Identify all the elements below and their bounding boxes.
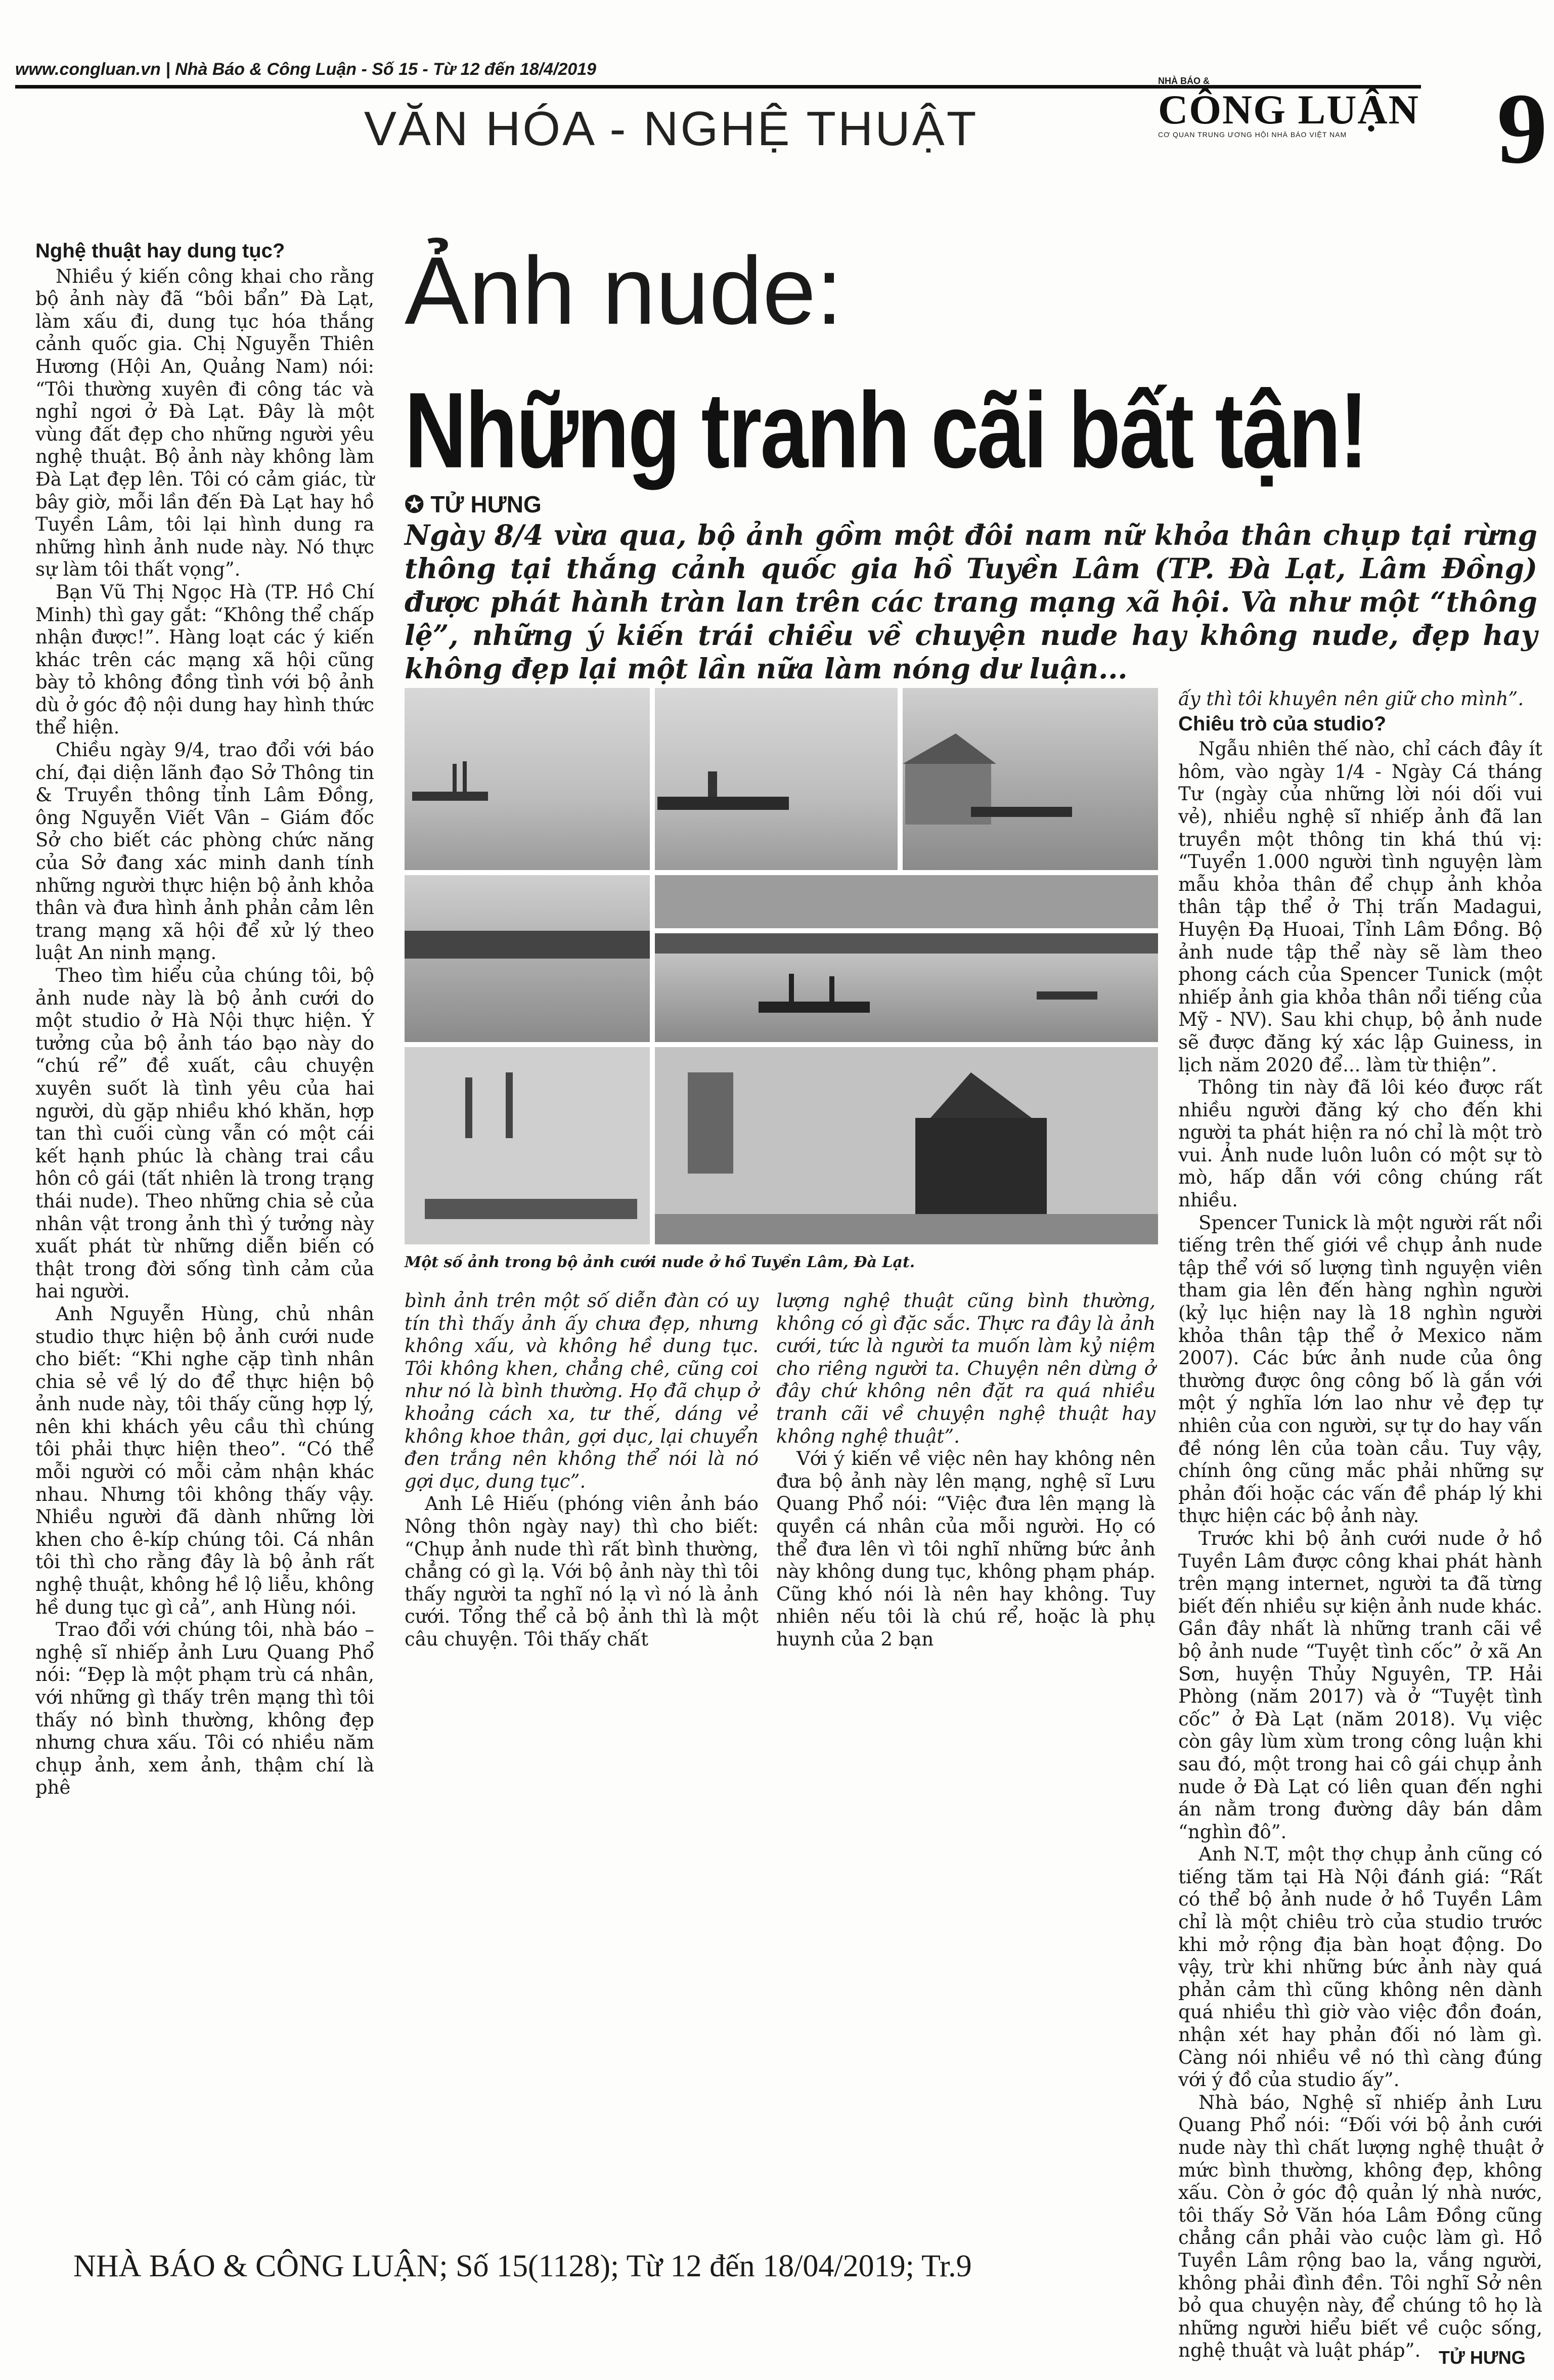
paragraph: Nhiều ý kiến công khai cho rằng bộ ảnh này đã “bôi bẩn” Đà Lạt, làm xấu đi, dung tục hóa thắng cảnh quốc gia. Chị Nguyễn Thiên Hương (Hội An, Quảng Nam) nói: “Tôi thường xuyên đi công tác và nghỉ ngơi ở Đà Lạt. Đây là một vùng đất đẹp cho những người yêu nghệ thuật. Bộ ảnh này không làm Đà Lạt đẹp lên. Tôi có cảm giác, từ bây giờ, mỗi lần đến Đà Lạt hay hồ Tuyền Lâm, tôi lại hình dung ra những hình ảnh nude này. Nó thực sự làm tôi thất vọng”. [35, 265, 374, 581]
paragraph: Nhà báo, Nghệ sĩ nhiếp ảnh Lưu Quang Phổ nói: “Đối với bộ ảnh cưới nude này thì chất lượng nghệ thuật ở mức bình thường, không đẹp, không xấu. Còn ở góc độ quản lý nhà nước, tôi thấy Sở Văn hóa Lâm Đồng cũng chẳng cần phải vào cuộc làm gì. Hồ Tuyền Lâm rộng bao la, vắng người, không phải đình đền. Tôi nghĩ Sở nên bỏ qua chuyện này, để chúng tô họ là những người hiểu biết về cuộc sống, nghệ thuật và luật pháp”. [1178, 2091, 1542, 2362]
paragraph: ấy thì tôi khuyên nên giữ cho mình”. [1178, 688, 1524, 710]
paragraph: bình ảnh trên một số diễn đàn có uy tín thì thấy ảnh ấy chưa đẹp, nhưng không xấu, và không hề dung tục. Tôi không khen, chẳng chê, cũng coi như nó là bình thường. Họ đã chụp ở khoảng cách xa, tư thế, dáng vẻ không khoe thân, gợi dục, lại chuyển đen trắng nên không thể nói là nó gợi dục, dung tục”. [405, 1290, 759, 1492]
article-column-2 [405, 1290, 759, 1651]
page-number: 9 [1497, 73, 1547, 185]
header-meta: www.congluan.vn | Nhà Báo & Công Luận - Số 15 - Từ 12 đến 18/4/2019 [15, 60, 597, 79]
paragraph: Trước khi bộ ảnh cưới nude ở hồ Tuyền Lâm được công khai phát hành trên mạng internet, người ta đã từng biết đến nhiều sự kiện ảnh nude khác. Gần đây nhất là những tranh cãi về bộ ảnh nude “Tuyệt tình cốc” ở xã An Sơn, huyện Thủy Nguyên, TP. Hải Phòng (năm 2017) và ở “Tuyệt tình cốc” ở Đà Lạt (năm 2018). Vụ việc còn gây lùm xùm trong công luận khi sau đó, một trong hai cô gái chụp ảnh nude ở Đà Lạt có liên quan đến nghi án nằm trong đường dây bán dâm “nghìn đô”. [1178, 1527, 1542, 1843]
headline-line1: Ảnh nude: [405, 237, 843, 344]
article-column-3 [776, 1290, 1156, 1651]
paragraph: Bạn Vũ Thị Ngọc Hà (TP. Hồ Chí Minh) thì gay gắt: “Không thể chấp nhận được!”. Hàng loạt các ý kiến khác trên các mạng xã hội cũng bày tỏ không đồng tình với bộ ảnh dù ở góc độ nội dung hay hình thức thể hiện. [35, 581, 374, 739]
page-footer-citation: NHÀ BÁO & CÔNG LUẬN; Số 15(1128); Từ 12 đến 18/04/2019; Tr.9 [73, 2249, 972, 2283]
photo-collage-image [405, 688, 1158, 1244]
paragraph: Chiều ngày 9/4, trao đổi với báo chí, đại diện lãnh đạo Sở Thông tin & Truyền thông tỉnh Lâm Đồng, ông Nguyễn Viết Vân – Giám đốc Sở cho biết các phòng chức năng của Sở đang xác minh danh tính những người thực hiện bộ ảnh khỏa thân và đưa hình ảnh phản cảm lên trang mạng xã hội để xử lý theo luật An ninh mạng. [35, 739, 374, 964]
article-column-1 [35, 238, 374, 1799]
photo-caption: Một số ảnh trong bộ ảnh cưới nude ở hồ Tuyền Lâm, Đà Lạt. [405, 1253, 915, 1271]
paragraph: Anh Lê Hiếu (phóng viên ảnh báo Nông thôn ngày nay) thì cho biết: “Chụp ảnh nude thì rất bình thường, chẳng có gì lạ. Với bộ ảnh này thì tôi thấy người ta nghĩ nó lạ vì nó là ảnh cưới. Tổng thể cả bộ ảnh thì là một câu chuyện. Tôi thấy chất [405, 1493, 759, 1650]
photo-collage [405, 688, 1158, 1244]
headline-line2: Những tranh cãi bất tận! [405, 370, 1367, 491]
subhead-studio-trick: Chiêu trò của studio? [1178, 712, 1387, 735]
paragraph: Với ý kiến về việc nên hay không nên đưa bộ ảnh này lên mạng, nghệ sĩ Lưu Quang Phổ nói: “Việc đưa lên mạng là quyền cá nhân của mỗi người. Họ có thể đưa lên vì tôi nghĩ những bức ảnh này không dung tục, không phạm pháp. Cũng khó nói là nên hay không. Tuy nhiên nếu tôi là chú rể, hoặc là phụ huynh của 2 bạn [776, 1448, 1156, 1650]
paragraph: Anh N.T, một thợ chụp ảnh cũng có tiếng tăm tại Hà Nội đánh giá: “Rất có thể bộ ảnh nude ở hồ Tuyền Lâm chỉ là một chiêu trò của studio trước khi mở rộng địa bàn hoạt động. Do vậy, trừ khi những bức ảnh này quá phản cảm thì cũng không nên dành quá nhiều thì giờ vào việc đồn đoán, nhận xét hay phản đối nó làm gì. Càng nói nhiều về nó thì càng đúng với ý đồ của studio ấy”. [1178, 1843, 1542, 2091]
section-title: VĂN HÓA - NGHỆ THUẬT [364, 102, 979, 156]
paragraph: lượng nghệ thuật cũng bình thường, không có gì đặc sắc. Thực ra đây là ảnh cưới, tức là người ta muốn làm kỷ niệm cho riêng người ta. Chuyện nên dừng ở đây chứ không nên đặt ra quá nhiều tranh cãi về chuyện nghệ thuật hay không nghệ thuật”. [776, 1290, 1156, 1447]
logo-small-text: NHÀ BÁO & [1158, 76, 1210, 86]
article-column-4 [1178, 688, 1542, 2362]
paragraph: Spencer Tunick là một người rất nổi tiếng trên thế giới về chụp ảnh nude tập thể với số lượng tình nguyện viên tham gia lên đến hàng nghìn người (kỷ lục hiện nay là 18 nghìn người khỏa thân tập thể ở Mexico năm 2007). Các bức ảnh nude của ông thường được ông công bố là gắn với một ý nghĩa lớn lao như vẻ đẹp tự nhiên của con người, sự tự do hay vấn đề nóng lên của toàn cầu. Tuy vậy, chính ông cũng mắc phải những sự phản đối hoặc các vấn đề pháp lý khi thực hiện các bộ ảnh này. [1178, 1211, 1542, 1527]
paragraph: Theo tìm hiểu của chúng tôi, bộ ảnh nude này là bộ ảnh cưới do một studio ở Hà Nội thực hiện. Ý tưởng của bộ ảnh táo bạo này do “chú rể” đề xuất, câu chuyện xuyên suốt là tình yêu của hai người, dù gặp nhiều khó khăn, hợp tan thì cuối cùng vẫn có một cái kết hạnh phúc là chàng trai cầu hôn cô gái (tất nhiên là trong trạng thái nude). Theo những chia sẻ của nhân vật trong ảnh thì ý tưởng này xuất phát từ những diễn biến có thật trong đời sống tình cảm của hai người. [35, 965, 374, 1303]
paragraph: Thông tin này đã lôi kéo được rất nhiều người đăng ký cho đến khi người ta phát hiện ra nó chỉ là một trò vui. Ảnh nude luôn luôn có một sự tò mò, hấp dẫn với công chúng rất nhiều. [1178, 1076, 1542, 1211]
subhead-art-or-vulgar: Nghệ thuật hay dung tục? [35, 240, 285, 262]
article-author: TỬ HƯNG [1439, 2347, 1526, 2368]
byline: ✪ TỬ HƯNG [405, 491, 542, 517]
logo-subtitle: CƠ QUAN TRUNG ƯƠNG HỘI NHÀ BÁO VIỆT NAM [1158, 131, 1347, 139]
newspaper-logo: CÔNG LUẬN [1158, 86, 1419, 133]
paragraph: Ngẫu nhiên thế nào, chỉ cách đây ít hôm, vào ngày 1/4 - Ngày Cá tháng Tư (ngày của những lời nói dối vui vẻ), nhiều nghệ sĩ nhiếp ảnh đã lan truyền một thông tin khá thú vị: “Tuyển 1.000 người tình nguyện làm mẫu khỏa thân để chụp ảnh khỏa thân tập thể ở Thị trấn Madagui, Huyện Đạ Huoai, Tỉnh Lâm Đồng. Bộ ảnh nude tập thể này sẽ làm theo phong cách của Spencer Tunick (một nhiếp ảnh gia khỏa thân nổi tiếng của Mỹ - NV). Sau khi chụp, bộ ảnh nude sẽ được đăng ký xác lập Guiness, in lịch năm 2020 để... làm từ thiện”. [1178, 738, 1542, 1076]
paragraph: Trao đổi với chúng tôi, nhà báo – nghệ sĩ nhiếp ảnh Lưu Quang Phổ nói: “Đẹp là một phạm trù cá nhân, với những gì thấy trên mạng thì tôi thấy nó bình thường, không đẹp nhưng chưa xấu. Tôi có nhiều năm chụp ảnh, xem ảnh, thậm chí là phê [35, 1619, 374, 1799]
paragraph: Anh Nguyễn Hùng, chủ nhân studio thực hiện bộ ảnh cưới nude cho biết: “Khi nghe cặp tình nhân chia sẻ về lý do để thực hiện bộ ảnh nude này, tôi thấy cũng hợp lý, nên khi khách yêu cầu thì chúng tôi phải thực hiện theo”. “Có thể mỗi người có mỗi cảm nhận khác nhau. Nhưng tôi không thấy vậy. Nhiều người đã dành những lời khen cho ê-kíp chúng tôi. Cá nhân tôi thì cho rằng đây là bộ ảnh rất nghệ thuật, không hề lộ liễu, không hề dung tục gì cả”, anh Hùng nói. [35, 1303, 374, 1618]
lead-paragraph: Ngày 8/4 vừa qua, bộ ảnh gồm một đôi nam nữ khỏa thân chụp tại rừng thông tại thắng cảnh quốc gia hồ Tuyền Lâm (TP. Đà Lạt, Lâm Đồng) được phát hành tràn lan trên các trang mạng xã hội. Và như một “thông lệ”, những ý kiến trái chiều về chuyện nude hay không nude, đẹp hay không đẹp lại một lần nữa làm nóng dư luận... [405, 518, 1537, 685]
